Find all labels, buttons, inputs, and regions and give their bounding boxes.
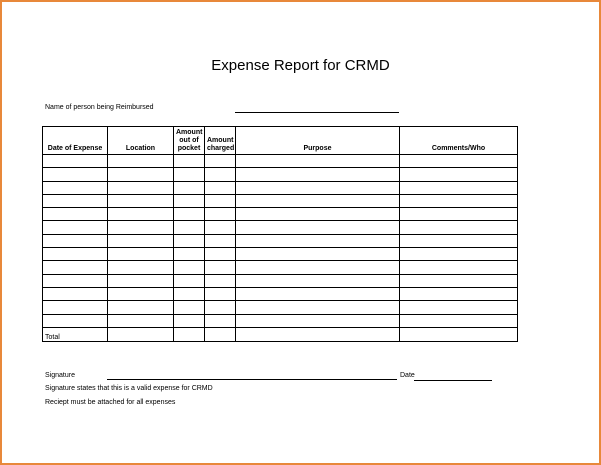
expense-table bbox=[42, 126, 518, 342]
table-cell[interactable] bbox=[43, 155, 108, 168]
table-cell[interactable] bbox=[108, 208, 174, 221]
table-cell[interactable] bbox=[400, 287, 518, 300]
table-cell[interactable] bbox=[205, 194, 236, 207]
table-row bbox=[43, 261, 518, 274]
table-cell[interactable] bbox=[174, 301, 205, 314]
table-cell[interactable] bbox=[174, 168, 205, 181]
table-cell[interactable] bbox=[108, 181, 174, 194]
table-cell[interactable] bbox=[400, 194, 518, 207]
table-cell[interactable] bbox=[108, 234, 174, 247]
table-cell[interactable] bbox=[43, 168, 108, 181]
total-cell[interactable] bbox=[400, 327, 518, 341]
table-header-row bbox=[43, 127, 518, 155]
table-cell[interactable] bbox=[205, 221, 236, 234]
table-cell[interactable] bbox=[400, 261, 518, 274]
table-cell[interactable] bbox=[236, 248, 400, 261]
table-cell[interactable] bbox=[236, 168, 400, 181]
table-cell[interactable] bbox=[43, 221, 108, 234]
table-cell[interactable] bbox=[174, 287, 205, 300]
table-cell[interactable] bbox=[43, 248, 108, 261]
table-cell[interactable] bbox=[174, 181, 205, 194]
total-cell[interactable] bbox=[108, 327, 174, 341]
table-cell[interactable] bbox=[43, 314, 108, 327]
table-cell[interactable] bbox=[205, 208, 236, 221]
signature-note: Signature states that this is a valid expense for CRMD bbox=[45, 385, 213, 392]
table-cell[interactable] bbox=[400, 274, 518, 287]
table-row bbox=[43, 314, 518, 327]
table-cell[interactable] bbox=[236, 261, 400, 274]
table-cell[interactable] bbox=[400, 234, 518, 247]
total-cell[interactable] bbox=[205, 327, 236, 341]
table-cell[interactable] bbox=[236, 314, 400, 327]
table-cell[interactable] bbox=[43, 194, 108, 207]
table-cell[interactable] bbox=[205, 274, 236, 287]
table-cell[interactable] bbox=[236, 301, 400, 314]
date-label: Date bbox=[400, 372, 415, 379]
table-cell[interactable] bbox=[174, 208, 205, 221]
total-cell[interactable] bbox=[174, 327, 205, 341]
receipt-note: Reciept must be attached for all expenses bbox=[45, 399, 176, 406]
reimbursed-label: Name of person being Reimbursed bbox=[45, 104, 154, 111]
table-cell[interactable] bbox=[400, 248, 518, 261]
table-cell[interactable] bbox=[43, 208, 108, 221]
table-cell[interactable] bbox=[236, 208, 400, 221]
total-cell[interactable] bbox=[236, 327, 400, 341]
table-cell[interactable] bbox=[108, 221, 174, 234]
table-cell[interactable] bbox=[205, 301, 236, 314]
table-cell[interactable] bbox=[108, 248, 174, 261]
table-cell[interactable] bbox=[174, 155, 205, 168]
column-header-comments: Comments/Who bbox=[400, 127, 518, 155]
table-cell[interactable] bbox=[205, 261, 236, 274]
table-cell[interactable] bbox=[174, 248, 205, 261]
table-cell[interactable] bbox=[236, 234, 400, 247]
table-row bbox=[43, 168, 518, 181]
table-cell[interactable] bbox=[236, 274, 400, 287]
table-cell[interactable] bbox=[400, 221, 518, 234]
table-row bbox=[43, 301, 518, 314]
date-line[interactable] bbox=[414, 380, 492, 381]
column-header-charged: Amount charged bbox=[205, 127, 236, 155]
table-cell[interactable] bbox=[236, 181, 400, 194]
table-cell[interactable] bbox=[205, 248, 236, 261]
table-row bbox=[43, 221, 518, 234]
table-cell[interactable] bbox=[400, 314, 518, 327]
table-row bbox=[43, 155, 518, 168]
table-cell[interactable] bbox=[174, 194, 205, 207]
table-cell[interactable] bbox=[205, 155, 236, 168]
total-row bbox=[43, 327, 518, 341]
table-cell[interactable] bbox=[108, 274, 174, 287]
table-cell[interactable] bbox=[43, 261, 108, 274]
table-cell[interactable] bbox=[174, 314, 205, 327]
table-cell[interactable] bbox=[400, 168, 518, 181]
table-cell[interactable] bbox=[43, 234, 108, 247]
table-cell[interactable] bbox=[108, 194, 174, 207]
table-cell[interactable] bbox=[236, 155, 400, 168]
table-cell[interactable] bbox=[205, 287, 236, 300]
table-cell[interactable] bbox=[205, 168, 236, 181]
column-header-out-of-pocket: Amount out of pocket bbox=[174, 127, 205, 155]
table-cell[interactable] bbox=[174, 234, 205, 247]
table-cell[interactable] bbox=[205, 234, 236, 247]
reimbursed-name-line[interactable] bbox=[235, 112, 399, 113]
signature-label: Signature bbox=[45, 372, 75, 379]
page-title: Expense Report for CRMD bbox=[211, 57, 390, 74]
total-label: Total bbox=[43, 327, 108, 341]
table-cell[interactable] bbox=[43, 287, 108, 300]
table-cell[interactable] bbox=[205, 314, 236, 327]
column-header-location: Location bbox=[108, 127, 174, 155]
table-cell[interactable] bbox=[108, 301, 174, 314]
table-cell[interactable] bbox=[400, 301, 518, 314]
signature-line[interactable] bbox=[107, 379, 397, 380]
table-cell[interactable] bbox=[236, 194, 400, 207]
table-cell[interactable] bbox=[236, 221, 400, 234]
table-cell[interactable] bbox=[400, 155, 518, 168]
table-cell[interactable] bbox=[236, 287, 400, 300]
table-cell[interactable] bbox=[108, 287, 174, 300]
table-cell[interactable] bbox=[108, 314, 174, 327]
table-cell[interactable] bbox=[108, 261, 174, 274]
table-cell[interactable] bbox=[43, 274, 108, 287]
table-cell[interactable] bbox=[400, 208, 518, 221]
table-row bbox=[43, 234, 518, 247]
table-cell[interactable] bbox=[43, 181, 108, 194]
table-row bbox=[43, 248, 518, 261]
table-cell[interactable] bbox=[108, 155, 174, 168]
table-row bbox=[43, 181, 518, 194]
column-header-purpose: Purpose bbox=[236, 127, 400, 155]
column-header-date: Date of Expense bbox=[43, 127, 108, 155]
table-cell[interactable] bbox=[108, 168, 174, 181]
table-row bbox=[43, 274, 518, 287]
table-cell[interactable] bbox=[400, 181, 518, 194]
table-row bbox=[43, 287, 518, 300]
table-cell[interactable] bbox=[174, 221, 205, 234]
table-row bbox=[43, 194, 518, 207]
table-cell[interactable] bbox=[43, 301, 108, 314]
table-cell[interactable] bbox=[174, 261, 205, 274]
table-cell[interactable] bbox=[174, 274, 205, 287]
table-row bbox=[43, 208, 518, 221]
table-cell[interactable] bbox=[205, 181, 236, 194]
